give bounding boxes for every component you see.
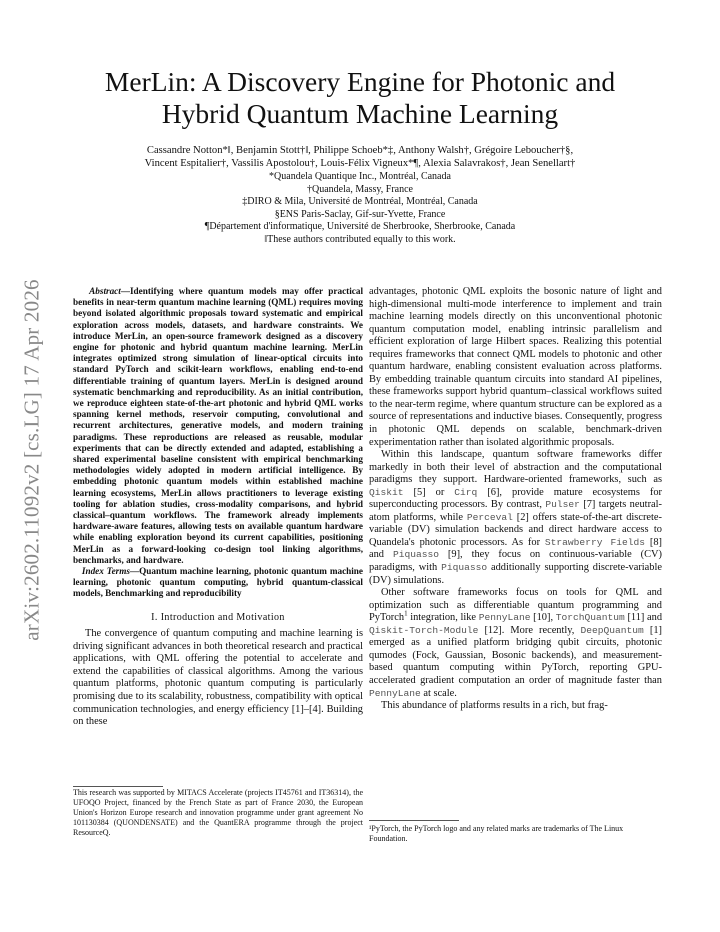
arxiv-stamp-text: arXiv:2602.11092v2 [cs.LG] 17 Apr 2026 — [19, 279, 44, 641]
code-pennylane: PennyLane — [478, 612, 531, 624]
pytorch-footnote: ¹PyTorch, the PyTorch logo and any related marks are trademarks of The Linux Foundation. — [369, 824, 624, 843]
footnote-mark: 1 — [404, 609, 408, 618]
abstract-text: —Identifying where quantum models may offer practical benefits in near-term quantum machine learning (QML) requires moving beyond isolated algorithmic proposals toward systematic and empirical exploration across models, datasets, and hardware constraints. We introduce MerLin, an open-source framework designed as a discovery engine for photonic and hybrid quantum machine learning. MerLin integrates optimized strong simulation of linear-optical circuits into standard PyTorch and scikit-learn workflows, enabling end-to-end differentiable training of quantum layers. MerLin is designed around systematic benchmarking and reproducibility. As an initial contribution, we reproduce eighteen state-of-the-art photonic and hybrid QML works spanning kernel methods, reservoir computing, convolutional and recurrent architectures, generative models, and modern training paradigms. These reproductions are released as reusable, modular experiments that can be directly extended and adapted, establishing a shared experimental baseline consistent with empirical benchmarking methodologies widely adopted in modern artificial intelligence. By embedding photonic quantum models within established machine learning ecosystems, MerLin allows practitioners to leverage existing tooling for ablation studies, cross-modality comparisons, and hybrid classical–quantum workflows. The framework already implements hardware-aware features, allowing tests on available quantum hardware while enabling exploration beyond its current capabilities, positioning MerLin as a forward-looking co-design tool linking algorithms, benchmarks, and hardware. — [73, 286, 363, 565]
arxiv-stamp — [19, 279, 44, 641]
left-column — [73, 286, 363, 729]
affiliation: §ENS Paris-Saclay, Gif-sur-Yvette, France — [274, 208, 446, 220]
title-line-1: MerLin: A Discovery Engine for Photonic and — [104, 66, 616, 97]
body-paragraph: Within this landscape, quantum software frameworks differ markedly in both their level of abstraction and the computational paradigms they support. Hardware-oriented frameworks, such as Qiskit [5] or Cirq [6], provide mature ecosystems for superconducting processors. By contrast, Pulser [7] targets neutral-atom platforms, while Perceval [2] offers state-of-the-art discrete-variable (DV) simulation backends and direct hardware access to Quandela's photonic processors. As for Strawberry Fields [8] and Piquasso [9], they focus on continuous-variable (CV) paradigms, with Piquasso additionally supporting discrete-variable (DV) simulations. — [369, 449, 662, 586]
code-pulser: Pulser — [545, 499, 580, 511]
author-list — [60, 144, 660, 170]
intro-paragraph: The convergence of quantum computing and machine learning is driving significant advances in both theoretical research and practical applications, with QML offering the potential to accelerate and extend the capabilities of classical algorithms. Among the various quantum platforms, photonic quantum computing is particularly promising due to its scalability, robustness, compatibility with optical communication technologies, and energy efficiency [1]–[4]. Building on these — [73, 628, 363, 728]
affiliation: *Quandela Quantique Inc., Montréal, Canada — [269, 171, 451, 182]
index-terms-label: Index Terms — [81, 566, 130, 577]
funding-footnote: This research was supported by MITACS Accelerate (projects IT45761 and IT36314), the UFOQO Project, financed by the French State as part of France 2030, the European Union's Horizon Europe research and innovation programme under grant agreement No 101130384 (QUONDENSATE) and the QuantERA programme through the project ResourceQ. — [73, 788, 363, 837]
code-strawberry-fields: Strawberry Fields — [544, 536, 646, 548]
footnote-rule — [369, 820, 459, 821]
footnote-rule — [73, 786, 163, 787]
body-paragraph: Other software frameworks focus on tools for QML and optimization such as differentiable quantum programming and PyTorch$^1$ integration, like PennyLane [10], TorchQuantum [11] and Qiskit-Torch-Module [12]. More recently, DeepQuantum [1] emerged as a unified platform bridging qubit circuits, photonic qumodes (Fock, Gaussian, Bosonic backends), and measurement-based quantum computing within PyTorch, reporting GPU-accelerated gradient computation an order of magnitude faster than PennyLane at scale. — [369, 587, 663, 699]
code-qiskit: Qiskit — [369, 486, 404, 498]
index-terms-text: —Quantum machine learning, photonic quantum machine learning, photonic quantum computing, hybrid quantum-classical models, Benchmarking and reproducibility — [73, 566, 363, 599]
code-pennylane: PennyLane — [369, 687, 421, 699]
affiliation: ‖These authors contributed equally to this work. — [264, 233, 456, 245]
title-line-2: Hybrid Quantum Machine Learning — [161, 98, 559, 129]
abstract — [73, 286, 363, 566]
abstract-label: Abstract — [89, 286, 121, 296]
body-paragraph: This abundance of platforms results in a rich, but frag- — [381, 700, 608, 712]
code-piquasso: Piquasso — [441, 562, 488, 574]
right-column — [369, 286, 662, 713]
affiliation: ‡DIRO & Mila, Université de Montréal, Montréal, Canada — [242, 196, 478, 208]
authors-line-2: Vincent Espitalier†, Vassilis Apostolou†, Louis-Félix Vigneux*¶, Alexia Salavrakos†, Jean Senellart† — [144, 158, 576, 169]
section-heading: I. Introduction and Motivation — [151, 611, 285, 623]
code-piquasso: Piquasso — [392, 549, 439, 561]
authors-line-1: Cassandre Notton*‖, Benjamin Stott†‖, Philippe Schoeb*‡, Anthony Walsh†, Grégoire Leboucher†§, — [146, 145, 574, 156]
code-qiskit-torch-module: Qiskit-Torch-Module — [369, 624, 479, 636]
code-cirq: Cirq — [454, 486, 478, 498]
affiliation-list — [60, 171, 660, 247]
paper-title — [60, 66, 660, 130]
code-torchquantum: TorchQuantum — [555, 612, 625, 624]
code-perceval: Perceval — [466, 511, 513, 523]
affiliation: †Quandela, Massy, France — [307, 183, 413, 195]
body-paragraph: advantages, photonic QML exploits the bosonic nature of light and high-dimensional multi-mode interference to implement and train machine learning models directly on this unconventional photonic quantum computation model, enabling intrinsic parallelism and efficient exploration of large Hilbert spaces. Realizing this potential requires frameworks that connect QML models to photonic and other quantum hardware, enabling consistent evaluation across platforms. By embedding trainable quantum circuits into standard AI pipelines, these frameworks support hybrid quantum–classical workflows suited to the near-term regime, where quantum structure can be explored as a source of representations and inductive biases. Consequently, progress in photonic QML depends on scalable, benchmark-driven experimentation rather than isolated algorithmic proposals. — [369, 286, 662, 448]
code-deepquantum: DeepQuantum — [580, 624, 644, 636]
index-terms — [73, 566, 363, 600]
affiliation: ¶Département d'informatique, Université de Sherbrooke, Sherbrooke, Canada — [204, 221, 516, 233]
